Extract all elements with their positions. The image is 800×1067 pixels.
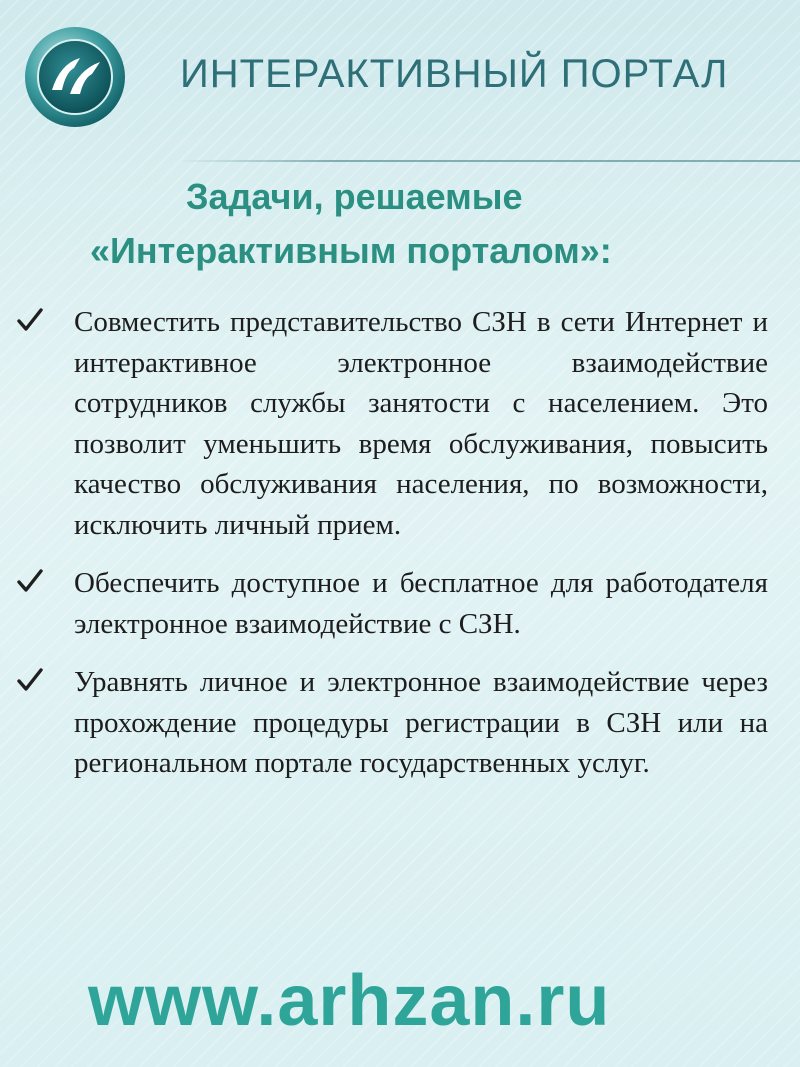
website-url-link[interactable]: www.arhzan.ru: [88, 961, 611, 1041]
header-divider: [178, 160, 800, 162]
header: [0, 0, 800, 170]
task-text: Уравнять личное и электронное взаимодействие через прохождение процедуры регистрации в СЗН или на региональном портале государственных услуг.: [74, 666, 768, 779]
section-heading-line-2: «Интерактивным порталом»:: [90, 230, 612, 271]
task-item: [0, 302, 800, 545]
task-item: [0, 563, 800, 644]
checkmark-icon: [16, 306, 44, 334]
portal-title: ИНТЕРАКТИВНЫЙ ПОРТАЛ: [180, 52, 729, 96]
task-text: Обеспечить доступное и бесплатное для работодателя электронное взаимодействие с СЗН.: [74, 567, 768, 640]
task-text: Совместить представительство СЗН в сети Интернет и интерактивное электронное взаимодействие сотрудников службы занятости с населением. Это позволит уменьшить время обслуживания, повысить качество обслуживания населения, по возможности, исключить личный прием.: [74, 306, 768, 541]
task-item: [0, 662, 800, 784]
section-heading-line-1: Задачи, решаемые: [186, 176, 523, 217]
task-list: [0, 302, 800, 802]
checkmark-icon: [16, 567, 44, 595]
checkmark-icon: [16, 666, 44, 694]
portal-logo-icon: [22, 24, 128, 130]
